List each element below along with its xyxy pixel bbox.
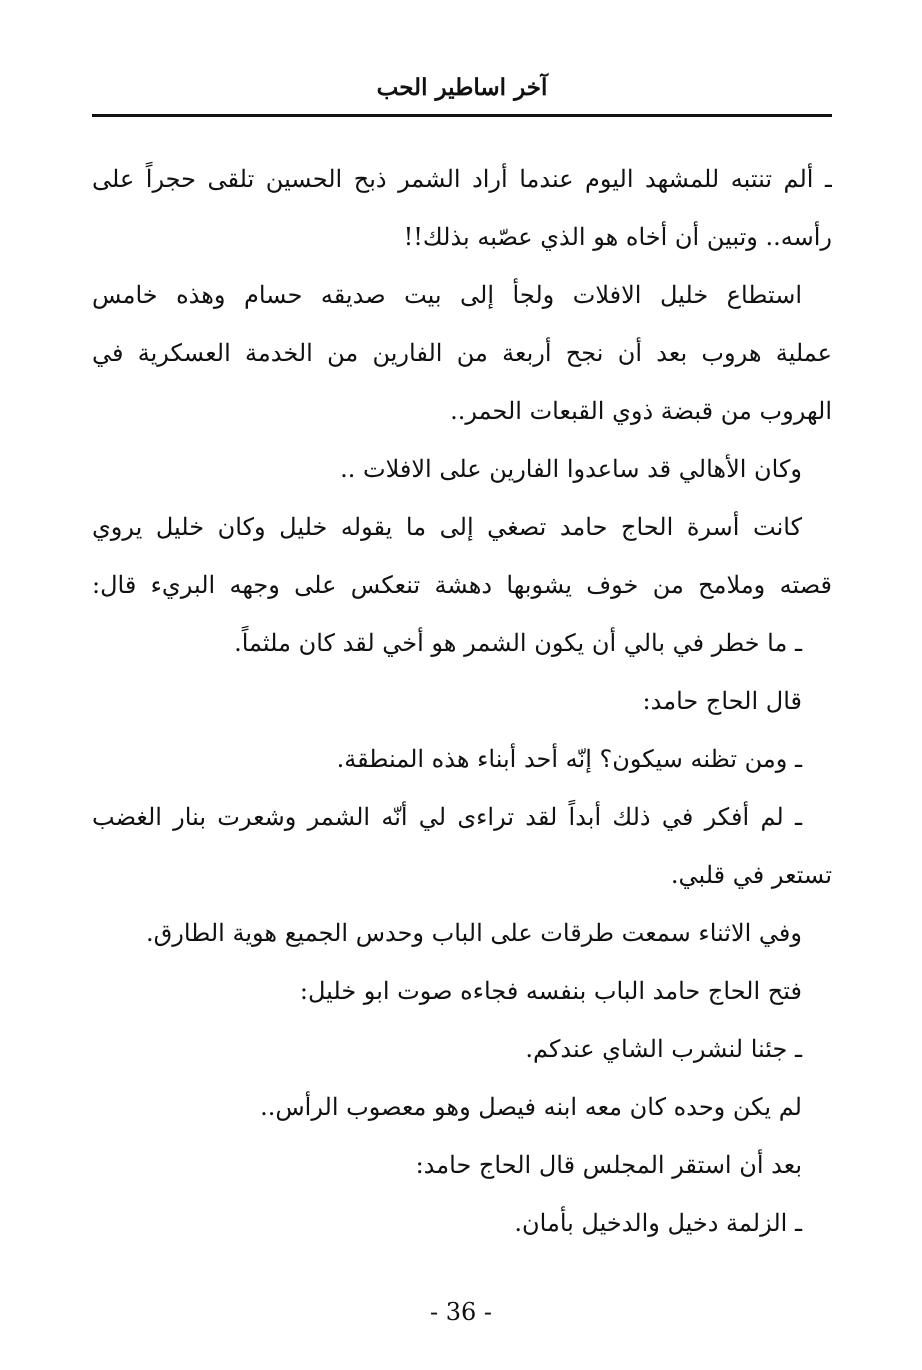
text-line: كانت أسرة الحاج حامد تصغي إلى ما يقوله خليل وكان خليل يروي: [92, 513, 802, 541]
text-line: ـ جئنا لنشرب الشاي عندكم.: [525, 1035, 802, 1063]
text-line: بعد أن استقر المجلس قال الحاج حامد:: [415, 1151, 802, 1179]
text-line: ـ ألم تنتبه للمشهد اليوم عندما أراد الشمر ذبح الحسين تلقى حجراً على: [92, 165, 832, 193]
text-line: قال الحاج حامد:: [642, 687, 802, 715]
page-number: - 36 -: [429, 1298, 492, 1326]
text-line: الهروب من قبضة ذوي القبعات الحمر..: [450, 397, 832, 425]
text-line: ـ لم أفكر في ذلك أبداً لقد تراءى لي أنّه الشمر وشعرت بنار الغضب: [92, 803, 802, 831]
text-line: وكان الأهالي قد ساعدوا الفارين على الافلات ..: [340, 455, 802, 483]
text-line: وفي الاثناء سمعت طرقات على الباب وحدس الجميع هوية الطارق.: [146, 919, 802, 947]
text-line: ـ ومن تظنه سيكون؟ إنّه أحد أبناء هذه المنطقة.: [336, 745, 802, 773]
text-line: رأسه.. وتبين أن أخاه هو الذي عصّبه بذلك!!: [403, 223, 832, 251]
text-line: ـ الزلمة دخيل والدخيل بأمان.: [514, 1209, 802, 1237]
text-line: فتح الحاج حامد الباب بنفسه فجاءه صوت ابو خليل:: [299, 977, 802, 1005]
text-line: تستعر في قلبي.: [670, 861, 832, 889]
text-line: عملية هروب بعد أن نجح أربعة من الفارين من الخدمة العسكرية في: [92, 339, 832, 367]
running-header-title: آخر اساطير الحب: [376, 74, 548, 101]
text-line: ـ ما خطر في بالي أن يكون الشمر هو أخي لقد كان ملثماً.: [234, 629, 802, 657]
body-text: [92, 150, 832, 1252]
text-line: لم يكن وحده كان معه ابنه فيصل وهو معصوب الرأس..: [260, 1093, 802, 1121]
text-line: قصته وملامح من خوف يشوبها دهشة تنعكس على وجهه البريء قال:: [92, 571, 832, 599]
text-line: استطاع خليل الافلات ولجأ إلى بيت صديقه حسام وهذه خامس: [92, 281, 802, 309]
header-divider: [92, 114, 832, 117]
